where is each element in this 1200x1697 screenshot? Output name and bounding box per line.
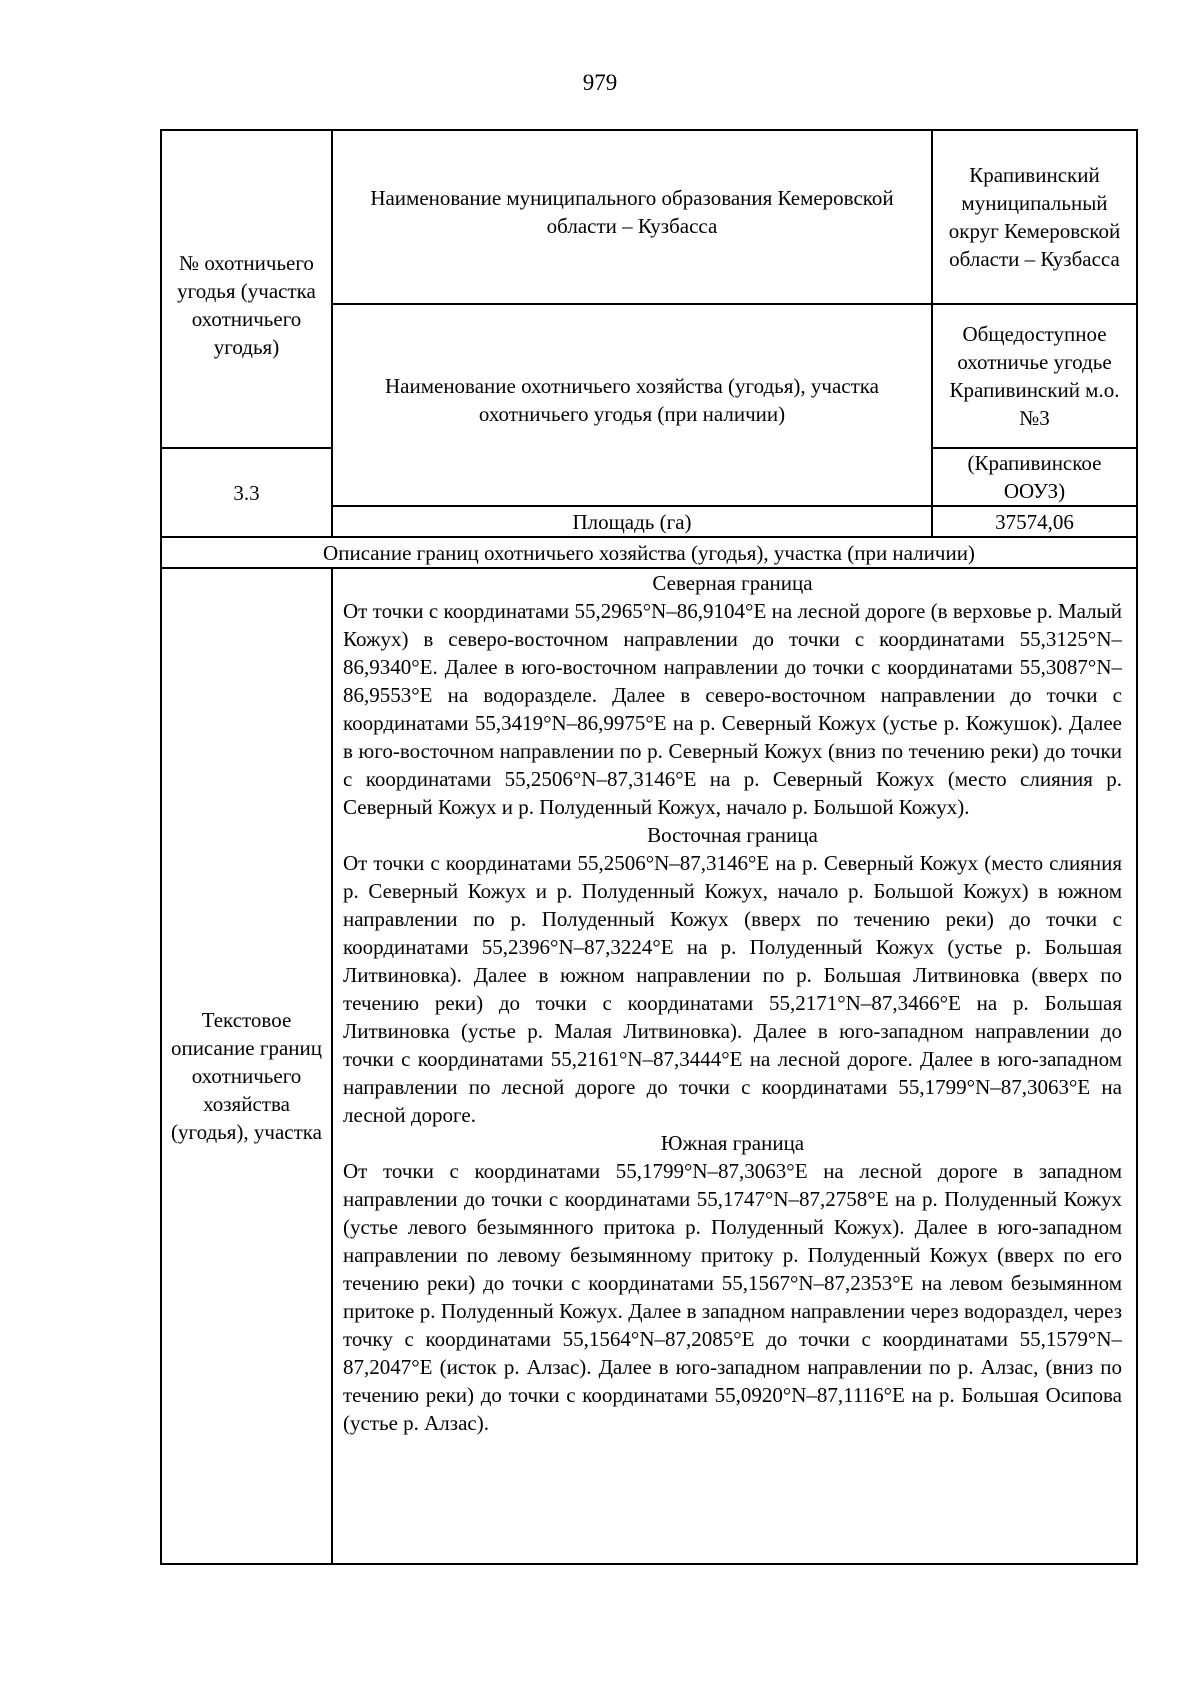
- text-description-label-cell: [161, 568, 332, 1564]
- page-number: 979: [582, 70, 618, 95]
- south-boundary-text: От точки с координатами 55,1799°N–87,3063°E на лесной дороге в западном направлении до точки с координатами 55,1747°N–87,2758°E на р. Полуденный Кожух (устье левого безымянного притока р. Полуденный Кожух). Далее в юго-западном направлении по левому безымянному притоку р. Полуденный Кожух (вверх по его течению реки) до точки с координатами 55,1567°N–87,2353°E на левом безымянном притоке р. Полуденный Кожух. Далее в западном направлении через водораздел, через точку с координатами 55,1564°N–87,2085°E до точки с координатами 55,1579°N–87,2047°E (исток р. Алзас). Далее в юго-западном направлении по р. Алзас, (вниз по течению реки) до точки с координатами 55,0920°N–87,1116°E на р. Большая Осипова (устье р. Алзас).: [343, 1159, 1122, 1435]
- number-value: 3.3: [233, 480, 260, 505]
- number-header-cell: [161, 130, 332, 448]
- description-header-cell: [161, 537, 1137, 568]
- number-cell: [161, 448, 332, 537]
- hunting-label-cell: [332, 304, 932, 506]
- hunting-value-cell: [932, 304, 1137, 448]
- number-header-text: № охотничьего угодья (участка охотничьего угодья): [177, 251, 316, 359]
- east-boundary-text: От точки с координатами 55,2506°N–87,3146°E на р. Северный Кожух (место слияния р. Северный Кожух и р. Полуденный Кожух, начало р. Большой Кожух) в южном направлении по р. Полуденный Кожух (вверх по течению реки) до точки с координатами 55,2396°N–87,3224°E на р. Полуденный Кожух (устье р. Большая Литвиновка). Далее в южном направлении по р. Большая Литвиновка (вверх по течению реки) до точки с координатами 55,2171°N–87,3466°E на р. Большая Литвиновка (устье р. Малая Литвиновка). Далее в юго-западном направлении до точки с координатами 55,2161°N–87,3444°E на лесной дороге. Далее в юго-западном направлении по лесной дороге до точки с координатами 55,1799°N–87,3063°E на лесной дороге.: [343, 851, 1122, 1127]
- hunting-value-alt-cell: [932, 448, 1137, 506]
- municipal-label-cell: [332, 130, 932, 304]
- hunting-value: Общедоступное охотничье угодье Крапивинский м.о. №3: [949, 322, 1120, 430]
- municipal-value-cell: [932, 130, 1137, 304]
- area-value: 37574,06: [995, 509, 1074, 534]
- hunting-ground-table: [160, 129, 1138, 1565]
- south-boundary-heading: Южная граница: [660, 1131, 805, 1155]
- area-label-cell: [332, 506, 932, 537]
- north-boundary-heading: Северная граница: [652, 571, 813, 595]
- east-boundary-heading: Восточная граница: [647, 823, 818, 847]
- boundary-description-cell: [332, 568, 1137, 1564]
- hunting-value-alt: (Крапивинское ООУЗ): [967, 451, 1102, 503]
- north-boundary-text: От точки с координатами 55,2965°N–86,9104°E на лесной дороге (в верховье р. Малый Кожух) в северо-восточном направлении до точки с координатами 55,3125°N–86,9340°E. Далее в юго-восточном направлении до точки с координатами 55,3087°N–86,9553°E на водоразделе. Далее в северо-восточном направлении до точки с координатами 55,3419°N–86,9975°E на р. Северный Кожух (устье р. Кожушок). Далее в юго-восточном направлении по р. Северный Кожух (вниз по течению реки) до точки с координатами 55,2506°N–87,3146°E на р. Северный Кожух (место слияния р. Северный Кожух и р. Полуденный Кожух, начало р. Большой Кожух).: [343, 599, 1122, 819]
- description-header: Описание границ охотничьего хозяйства (угодья), участка (при наличии): [323, 540, 975, 565]
- municipal-label: Наименование муниципального образования Кемеровской области – Кузбасса: [370, 186, 894, 238]
- area-label: Площадь (га): [572, 509, 692, 534]
- municipal-value: Крапивинский муниципальный округ Кемеровской области – Кузбасса: [948, 163, 1121, 271]
- area-value-cell: [932, 506, 1137, 537]
- text-description-label: Текстовое описание границ охотничьего хозяйства (угодья), участка: [170, 1008, 323, 1144]
- hunting-label: Наименование охотничьего хозяйства (угодья), участка охотничьего угодья (при наличии): [384, 374, 879, 426]
